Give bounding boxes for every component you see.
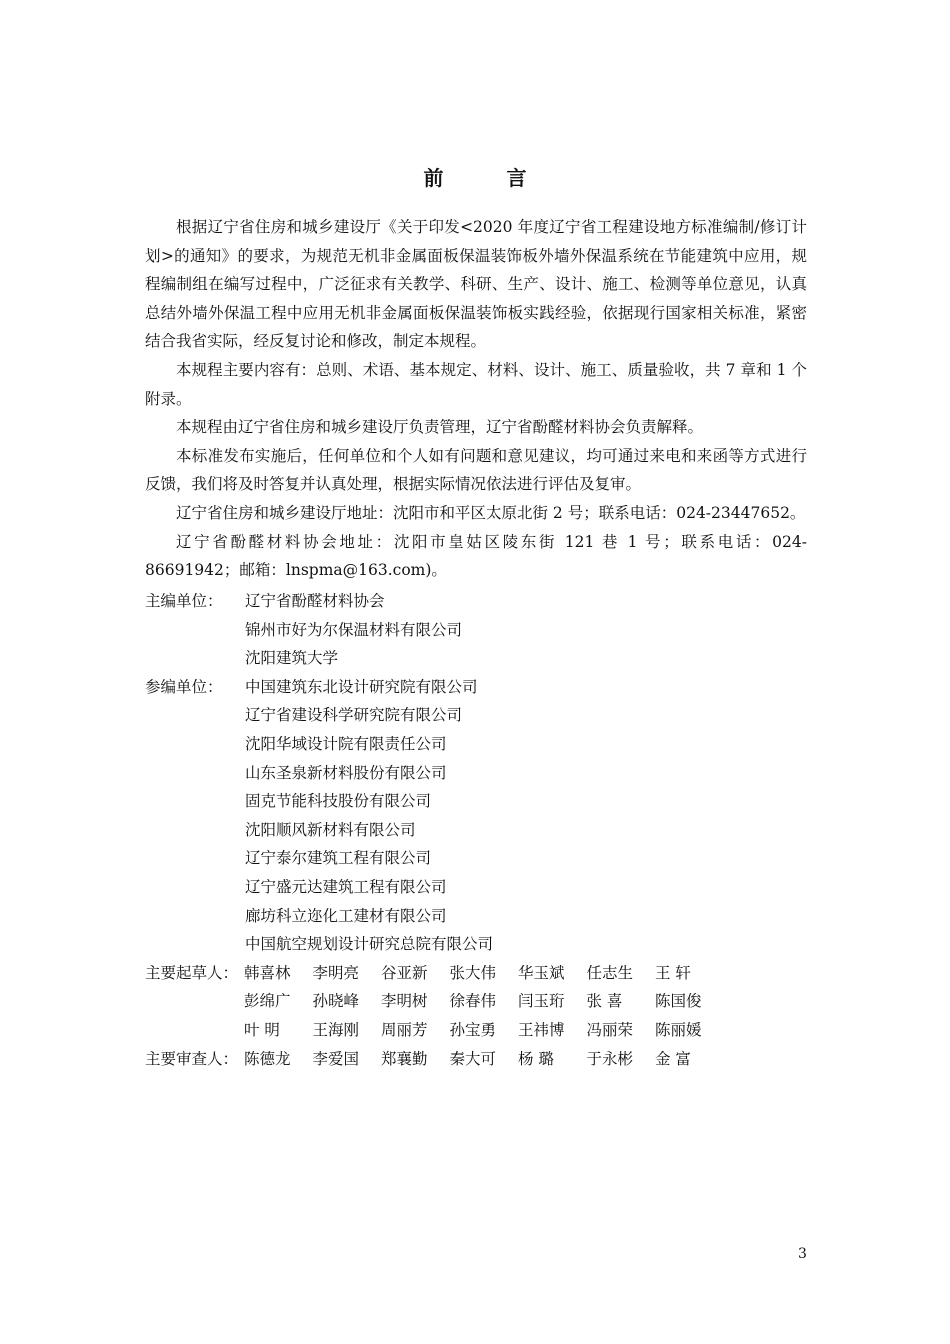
person-name: 李爱国 xyxy=(312,1049,360,1068)
participant-unit: 固克节能科技股份有限公司 xyxy=(245,792,432,811)
participant-unit: 辽宁泰尔建筑工程有限公司 xyxy=(245,849,432,868)
participant-row xyxy=(145,873,825,902)
drafters-row xyxy=(145,959,825,988)
person-name: 张 喜 xyxy=(586,992,623,1011)
person-name: 李明亮 xyxy=(312,963,360,982)
person-name: 秦大可 xyxy=(449,1049,497,1068)
preface-body xyxy=(145,213,807,585)
chief-editor-unit: 沈阳建筑大学 xyxy=(245,649,339,668)
participant-unit: 中国建筑东北设计研究院有限公司 xyxy=(245,677,478,696)
drafters-names xyxy=(244,959,724,988)
participants-label: 参编单位： xyxy=(145,677,223,696)
participant-row xyxy=(145,673,825,702)
person-name: 陈丽媛 xyxy=(655,1020,702,1039)
paragraph-contents: 本规程主要内容有：总则、术语、基本规定、材料、设计、施工、质量验收，共 7 章和 1 个附录。 xyxy=(145,360,807,408)
participant-row xyxy=(145,816,825,845)
drafters-names xyxy=(244,1016,724,1045)
person-name: 杨 璐 xyxy=(518,1049,554,1068)
person-name: 郑襄勤 xyxy=(381,1049,428,1068)
page-title: 前 言 xyxy=(423,166,555,190)
person-name: 华玉斌 xyxy=(518,963,565,982)
unit-list xyxy=(145,587,825,1073)
chief-editor-row xyxy=(145,616,825,645)
participant-unit: 山东圣泉新材料股份有限公司 xyxy=(245,763,447,782)
person-name: 彭绵广 xyxy=(244,992,291,1011)
person-name: 韩喜林 xyxy=(244,963,291,982)
person-name: 叶 明 xyxy=(244,1020,280,1039)
participant-row xyxy=(145,787,825,816)
paragraph-address-dept: 辽宁省住房和城乡建设厅地址：沈阳市和平区太原北街 2 号；联系电话：024-23447652。 xyxy=(176,503,806,522)
chief-editor-unit: 锦州市好为尔保温材料有限公司 xyxy=(245,620,463,639)
person-name: 任志生 xyxy=(586,963,634,982)
person-name: 陈德龙 xyxy=(244,1049,291,1068)
person-name: 于永彬 xyxy=(586,1049,634,1068)
person-name: 谷亚新 xyxy=(381,963,428,982)
participant-row xyxy=(145,730,825,759)
person-name: 王海刚 xyxy=(312,1020,360,1039)
reviewers-label: 主要审查人： xyxy=(145,1049,239,1068)
person-name: 陈国俊 xyxy=(655,992,702,1011)
person-name: 孙宝勇 xyxy=(449,1020,497,1039)
participant-unit: 廊坊科立迩化工建材有限公司 xyxy=(245,906,447,925)
person-name: 李明树 xyxy=(381,992,428,1011)
paragraph-basis: 根据辽宁省住房和城乡建设厅《关于印发<2020 年度辽宁省工程建设地方标准编制/修订计划>的通知》的要求，为规范无机非金属面板保温装饰板外墙外保温系统在节能建筑中应用，规程编制组在编写过程中，广泛征求有关教学、科研、生产、设计、施工、检测等单位意见，认真总结外墙外保温工程中应用无机非金属面板保温装饰板实践经验，依据现行国家相关标准，紧密结合我省实际，经反复讨论和修改，制定本规程。 xyxy=(145,218,807,351)
participant-row xyxy=(145,844,825,873)
chief-editor-unit: 辽宁省酚醛材料协会 xyxy=(245,592,385,610)
person-name: 徐春伟 xyxy=(449,992,497,1011)
reviewers-names xyxy=(244,1045,724,1074)
drafters-names xyxy=(244,987,724,1016)
person-name: 王祎博 xyxy=(518,1020,565,1039)
paragraph-management: 本规程由辽宁省住房和城乡建设厅负责管理，辽宁省酚醛材料协会负责解释。 xyxy=(176,418,704,437)
drafters-row xyxy=(145,1016,825,1045)
person-name: 孙晓峰 xyxy=(312,992,360,1011)
participant-unit: 沈阳华域设计院有限责任公司 xyxy=(245,734,447,753)
person-name: 王 轩 xyxy=(655,963,691,982)
participant-unit: 沈阳顺风新材料有限公司 xyxy=(245,820,416,839)
participant-unit: 辽宁省建设科学研究院有限公司 xyxy=(245,706,463,725)
participant-unit: 中国航空规划设计研究总院有限公司 xyxy=(245,935,494,954)
person-name: 冯丽荣 xyxy=(586,1020,634,1039)
person-name: 闫玉珩 xyxy=(518,992,565,1011)
participant-row xyxy=(145,930,825,959)
drafters-label: 主要起草人： xyxy=(145,963,239,982)
person-name: 金 富 xyxy=(655,1049,691,1068)
participant-row xyxy=(145,902,825,931)
chief-editor-label: 主编单位： xyxy=(145,592,223,610)
participant-unit: 辽宁盛元达建筑工程有限公司 xyxy=(245,877,447,896)
paragraph-address-assoc: 辽宁省酚醛材料协会地址：沈阳市皇姑区陵东街 121 巷 1 号；联系电话：024-86691942；邮箱：lnspma@163.com)。 xyxy=(145,532,807,580)
person-name: 周丽芳 xyxy=(381,1020,428,1039)
reviewers-row xyxy=(145,1045,825,1074)
chief-editor-row xyxy=(145,587,825,616)
chief-editor-row xyxy=(145,644,825,673)
person-name: 张大伟 xyxy=(449,963,497,982)
paragraph-feedback: 本标准发布实施后，任何单位和个人如有问题和意见建议，均可通过来电和来函等方式进行反馈，我们将及时答复并认真处理，根据实际情况依法进行评估及复审。 xyxy=(145,446,807,494)
page-number: 3 xyxy=(798,1246,807,1262)
drafters-row xyxy=(145,987,825,1016)
participant-row xyxy=(145,759,825,788)
participant-row xyxy=(145,701,825,730)
